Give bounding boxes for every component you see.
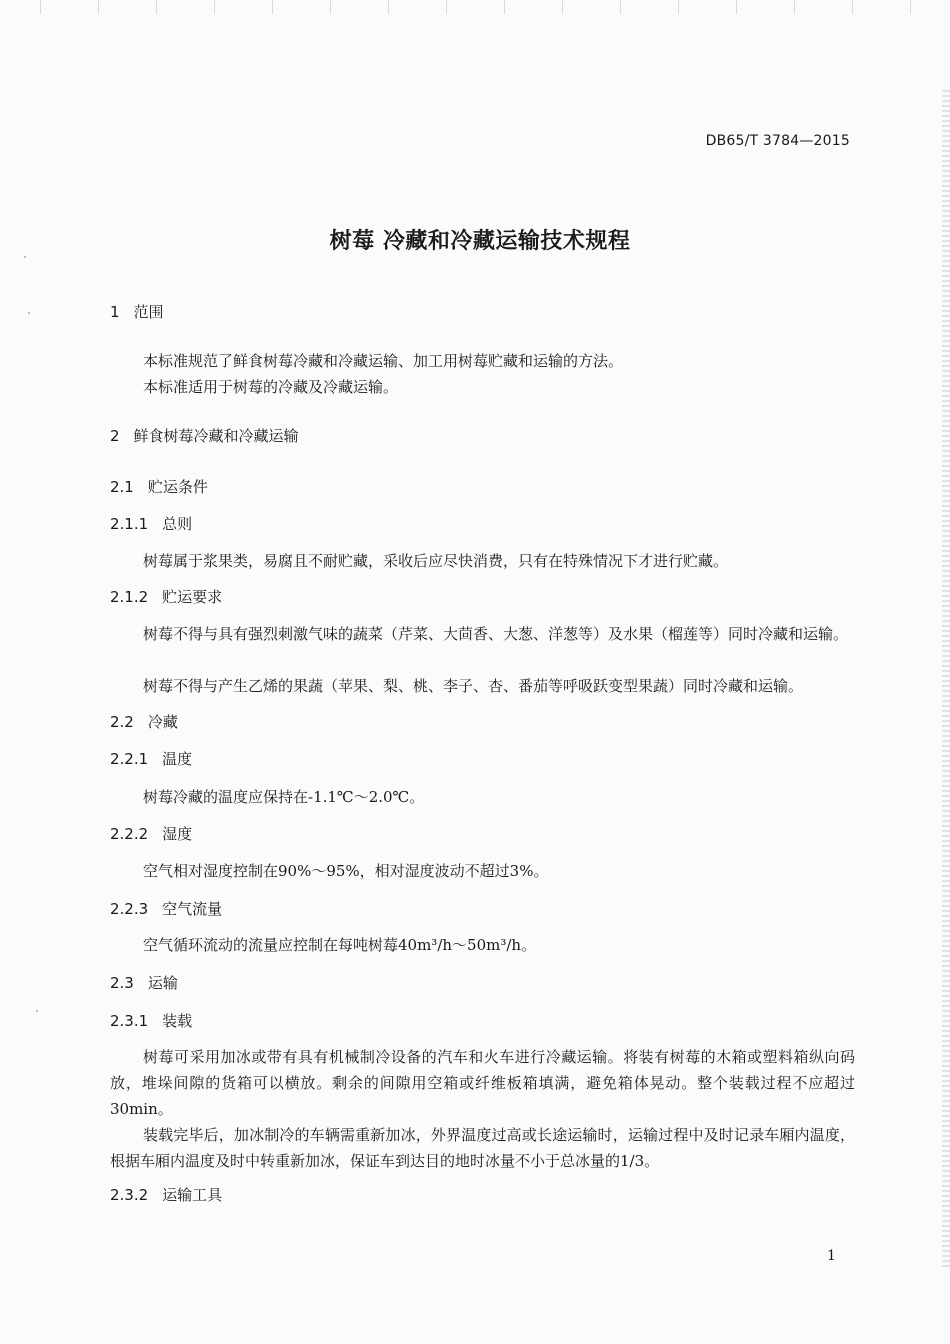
section-number: 1 — [110, 303, 120, 321]
section-title: 运输工具 — [162, 1186, 223, 1204]
section-heading-2-1-2 — [110, 586, 222, 607]
paragraph: 树莓不得与具有强烈刺激气味的蔬菜（芹菜、大茴香、大葱、洋葱等）及水果（榴莲等）同时冷藏和运输。 — [143, 625, 849, 643]
section-title: 温度 — [162, 750, 193, 768]
section-title: 装载 — [162, 1012, 193, 1030]
section-title: 空气流量 — [162, 900, 223, 918]
paragraph: 空气相对湿度控制在90%～95%，相对湿度波动不超过3%。 — [143, 862, 549, 880]
page-number: 1 — [827, 1248, 836, 1264]
section-number: 2.3.2 — [110, 1186, 149, 1204]
section-number: 2 — [110, 427, 120, 445]
section-number: 2.1.2 — [110, 588, 149, 606]
section-number: 2.2.1 — [110, 750, 149, 768]
document-code: DB65/T 3784—2015 — [705, 133, 850, 149]
section-heading-2 — [110, 425, 299, 446]
section-heading-2-1 — [110, 476, 208, 497]
section-number: 2.1.1 — [110, 515, 149, 533]
section-title: 范围 — [133, 303, 164, 321]
document-title: 树莓 冷藏和冷藏运输技术规程 — [329, 229, 631, 254]
paragraph: 树莓属于浆果类，易腐且不耐贮藏，采收后应尽快消费，只有在特殊情况下才进行贮藏。 — [143, 552, 729, 570]
section-title: 贮运条件 — [147, 478, 208, 496]
scan-speck — [28, 312, 30, 314]
section-number: 2.2.2 — [110, 825, 149, 843]
section-heading-2-1-1 — [110, 513, 192, 534]
section-title: 运输 — [147, 974, 178, 992]
section-heading-2-3 — [110, 972, 178, 993]
section-title: 鲜食树莓冷藏和冷藏运输 — [133, 427, 299, 445]
scan-edge-right — [942, 90, 950, 1270]
paragraph: 装载完毕后，加冰制冷的车辆需重新加冰，外界温度过高或长途运输时，运输过程中及时记录车厢内温度，根据车厢内温度及时中转重新加冰，保证车到达目的地时冰量不小于总冰量的1/3。 — [110, 1126, 855, 1170]
section-heading-1 — [110, 301, 164, 322]
paragraph: 树莓可采用加冰或带有具有机械制冷设备的汽车和火车进行冷藏运输。将装有树莓的木箱或塑料箱纵向码放，堆垛间隙的货箱可以横放。剩余的间隙用空箱或纤维板箱填满，避免箱体晃动。整个装载过程不应超过30min。 — [110, 1048, 855, 1118]
scan-speck — [36, 1010, 38, 1012]
paragraph: 空气循环流动的流量应控制在每吨树莓40m³/h～50m³/h。 — [143, 936, 537, 954]
section-number: 2.3 — [110, 974, 134, 992]
paragraph: 树莓不得与产生乙烯的果蔬（苹果、梨、桃、李子、杏、番茄等呼吸跃变型果蔬）同时冷藏和运输。 — [143, 677, 804, 695]
section-number: 2.2 — [110, 713, 134, 731]
section-number: 2.1 — [110, 478, 134, 496]
section-title: 湿度 — [162, 825, 193, 843]
paragraph: 本标准规范了鲜食树莓冷藏和冷藏运输、加工用树莓贮藏和运输的方法。 — [143, 352, 624, 370]
section-title: 冷藏 — [147, 713, 178, 731]
paragraph: 树莓冷藏的温度应保持在-1.1℃～2.0℃。 — [143, 788, 425, 806]
section-number: 2.2.3 — [110, 900, 149, 918]
section-title: 贮运要求 — [162, 588, 223, 606]
paragraph: 本标准适用于树莓的冷藏及冷藏运输。 — [143, 378, 399, 396]
scan-edge-top — [0, 0, 950, 14]
section-heading-2-3-2 — [110, 1184, 222, 1205]
section-number: 2.3.1 — [110, 1012, 149, 1030]
section-heading-2-2-2 — [110, 823, 192, 844]
section-heading-2-2 — [110, 711, 178, 732]
section-heading-2-2-1 — [110, 748, 192, 769]
scan-speck — [24, 256, 26, 258]
section-title: 总则 — [162, 515, 193, 533]
section-heading-2-3-1 — [110, 1010, 192, 1031]
section-heading-2-2-3 — [110, 898, 222, 919]
